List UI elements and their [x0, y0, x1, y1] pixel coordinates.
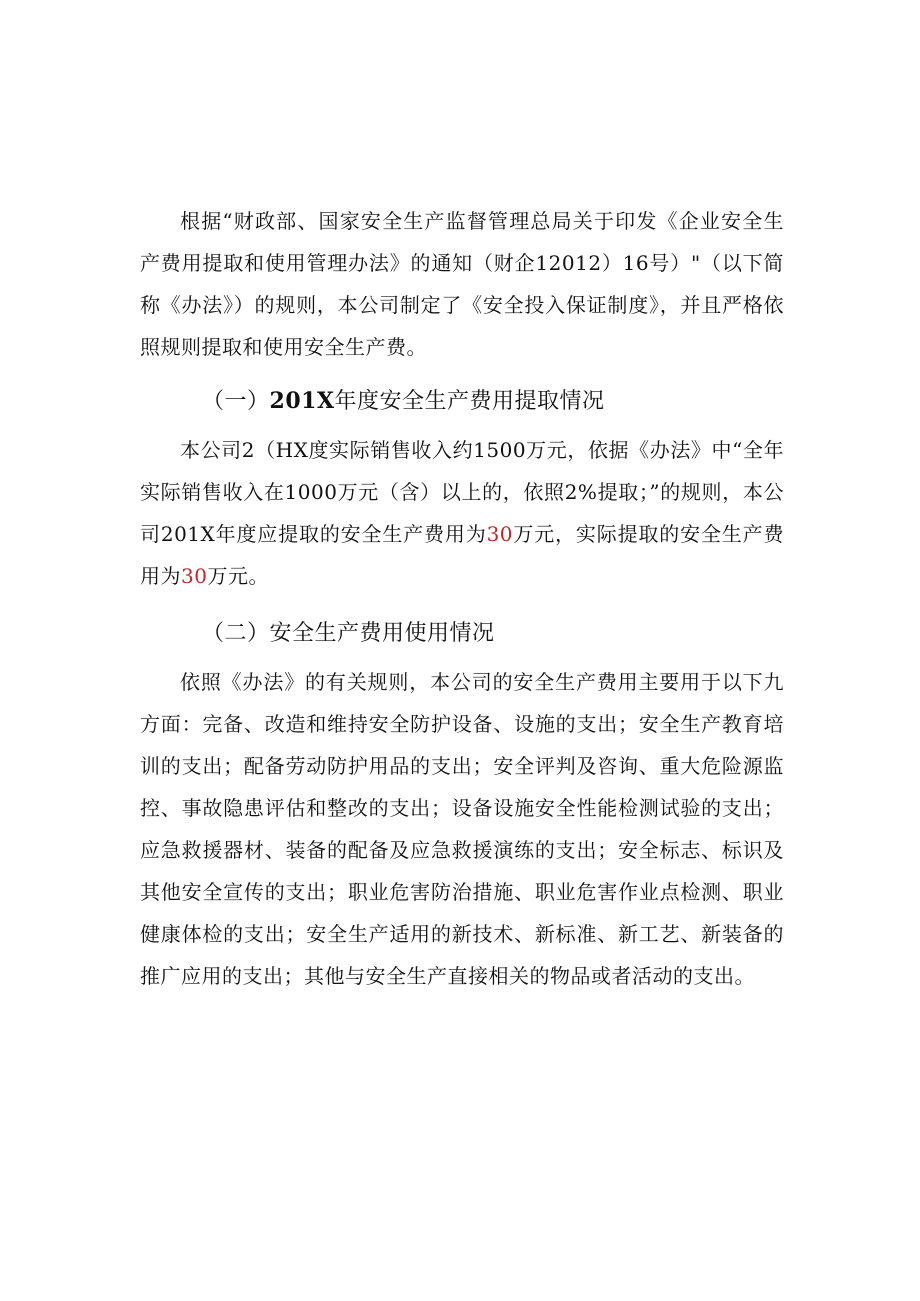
section1-heading-title: 年度安全生产费用提取情况	[334, 389, 605, 414]
section1-text-part2: 万元，实际提取的安全生产费用为	[140, 522, 784, 588]
section1-heading	[140, 374, 784, 429]
section1-heading-prefix: （一）	[202, 389, 270, 414]
section1-text-part1: 本公司2（HX度实际销售收入约1500万元，依据《办法》中“全年实际销售收入在1000万元（含）以上的，依照2%提取；”的规则，本公司201X年度应提取的安全生产费用为	[140, 438, 784, 546]
section2-paragraph: 依照《办法》的有关规则，本公司的安全生产费用主要用于以下九方面：完备、改造和维持安全防护设备、设施的支出；安全生产教育培训的支出；配备劳动防护用品的支出；安全评判及咨询、重大危险源监控、事故隐患评估和整改的支出；设备设施安全性能检测试验的支出；应急救援器材、装备的配备及应急救援演练的支出；安全标志、标识及其他安全宣传的支出；职业危害防治措施、职业危害作业点检测、职业健康体检的支出；安全生产适用的新技术、新标准、新工艺、新装备的推广应用的支出；其他与安全生产直接相关的物品或者活动的支出。	[140, 670, 784, 988]
amount-due-value: 30	[486, 522, 514, 546]
section1-paragraph	[140, 429, 784, 597]
intro-paragraph: 根据“财政部、国家安全生产监督管理总局关于印发《企业安全生产费用提取和使用管理办法》的通知（财企12012）16号）"（以下简称《办法》）的规则，本公司制定了《安全投入保证制度》，并且严格依照规则提取和使用安全生产费。	[140, 209, 784, 359]
section2-heading: （二）安全生产费用使用情况	[202, 621, 495, 646]
section1-text-part3: 万元。	[207, 564, 269, 588]
amount-actual-value: 30	[181, 564, 208, 588]
section1-heading-year: 201X	[269, 388, 335, 414]
